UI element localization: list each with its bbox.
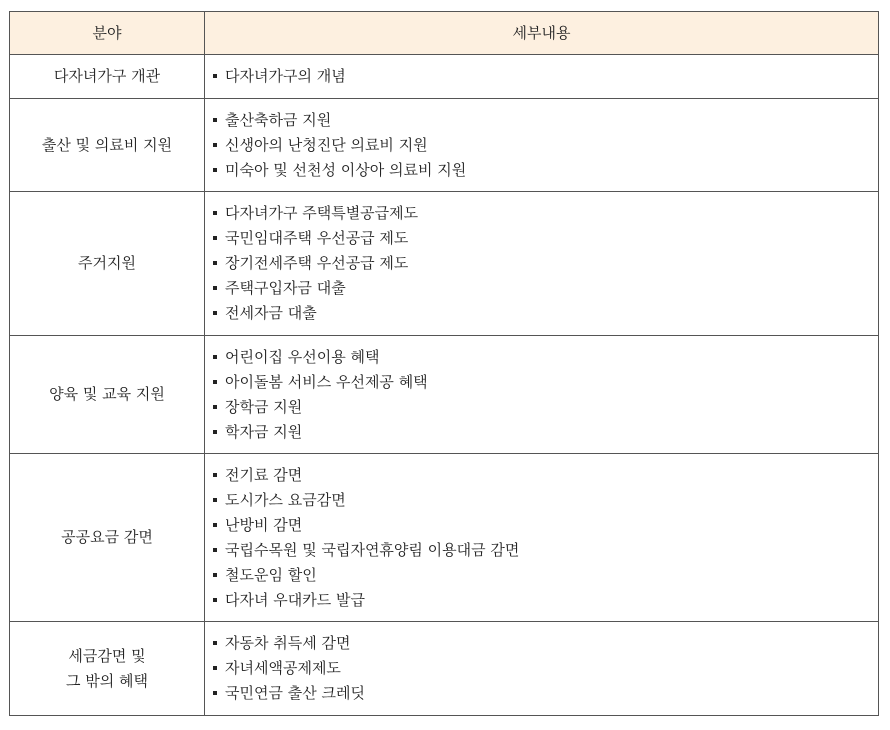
table-row — [10, 622, 879, 716]
list-item: 다자녀가구 주택특별공급제도 — [211, 201, 872, 226]
list-item: 다자녀가구의 개념 — [211, 64, 872, 89]
benefits-table — [9, 11, 879, 716]
category-cell — [10, 336, 205, 454]
list-item: 전세자금 대출 — [211, 301, 872, 326]
category-label: 양육 및 교육 지원 — [49, 385, 165, 403]
details-cell — [205, 99, 879, 192]
details-cell — [205, 454, 879, 622]
header-details: 세부내용 — [205, 12, 879, 55]
category-cell — [10, 99, 205, 192]
details-cell — [205, 55, 879, 99]
details-cell — [205, 336, 879, 454]
list-item: 국민연금 출산 크레딧 — [211, 681, 872, 706]
category-label: 다자녀가구 개관 — [53, 67, 161, 85]
details-list — [211, 463, 872, 613]
details-cell — [205, 622, 879, 716]
list-item: 전기료 감면 — [211, 463, 872, 488]
list-item: 다자녀 우대카드 발급 — [211, 588, 872, 613]
category-cell — [10, 192, 205, 336]
list-item: 국립수목원 및 국립자연휴양림 이용대금 감면 — [211, 538, 872, 563]
list-item: 어린이집 우선이용 혜택 — [211, 345, 872, 370]
table-row — [10, 99, 879, 192]
category-cell — [10, 55, 205, 99]
table-header-row — [10, 12, 879, 55]
category-label: 세금감면 및 — [68, 646, 146, 665]
list-item: 난방비 감면 — [211, 513, 872, 538]
category-cell — [10, 622, 205, 716]
list-item: 도시가스 요금감면 — [211, 488, 872, 513]
benefits-table-container — [9, 11, 878, 716]
category-label: 주거지원 — [78, 254, 136, 272]
list-item: 아이돌봄 서비스 우선제공 혜택 — [211, 370, 872, 395]
details-list — [211, 631, 872, 706]
table-row — [10, 55, 879, 99]
list-item: 미숙아 및 선천성 이상아 의료비 지원 — [211, 158, 872, 183]
category-label: 출산 및 의료비 지원 — [41, 135, 173, 154]
category-label: 그 밖의 혜택 — [66, 671, 148, 690]
list-item: 신생아의 난청진단 의료비 지원 — [211, 133, 872, 158]
list-item: 자녀세액공제제도 — [211, 656, 872, 681]
header-category: 분야 — [10, 12, 205, 55]
details-cell — [205, 192, 879, 336]
details-list — [211, 345, 872, 445]
list-item: 장학금 지원 — [211, 395, 872, 420]
category-label: 공공요금 감면 — [61, 528, 153, 546]
table-row — [10, 454, 879, 622]
list-item: 국민임대주택 우선공급 제도 — [211, 226, 872, 251]
list-item: 학자금 지원 — [211, 420, 872, 445]
details-list — [211, 108, 872, 183]
category-cell — [10, 454, 205, 622]
table-row — [10, 192, 879, 336]
details-list — [211, 64, 872, 89]
details-list — [211, 201, 872, 326]
table-row — [10, 336, 879, 454]
list-item: 주택구입자금 대출 — [211, 276, 872, 301]
list-item: 출산축하금 지원 — [211, 108, 872, 133]
list-item: 장기전세주택 우선공급 제도 — [211, 251, 872, 276]
list-item: 자동차 취득세 감면 — [211, 631, 872, 656]
list-item: 철도운임 할인 — [211, 563, 872, 588]
